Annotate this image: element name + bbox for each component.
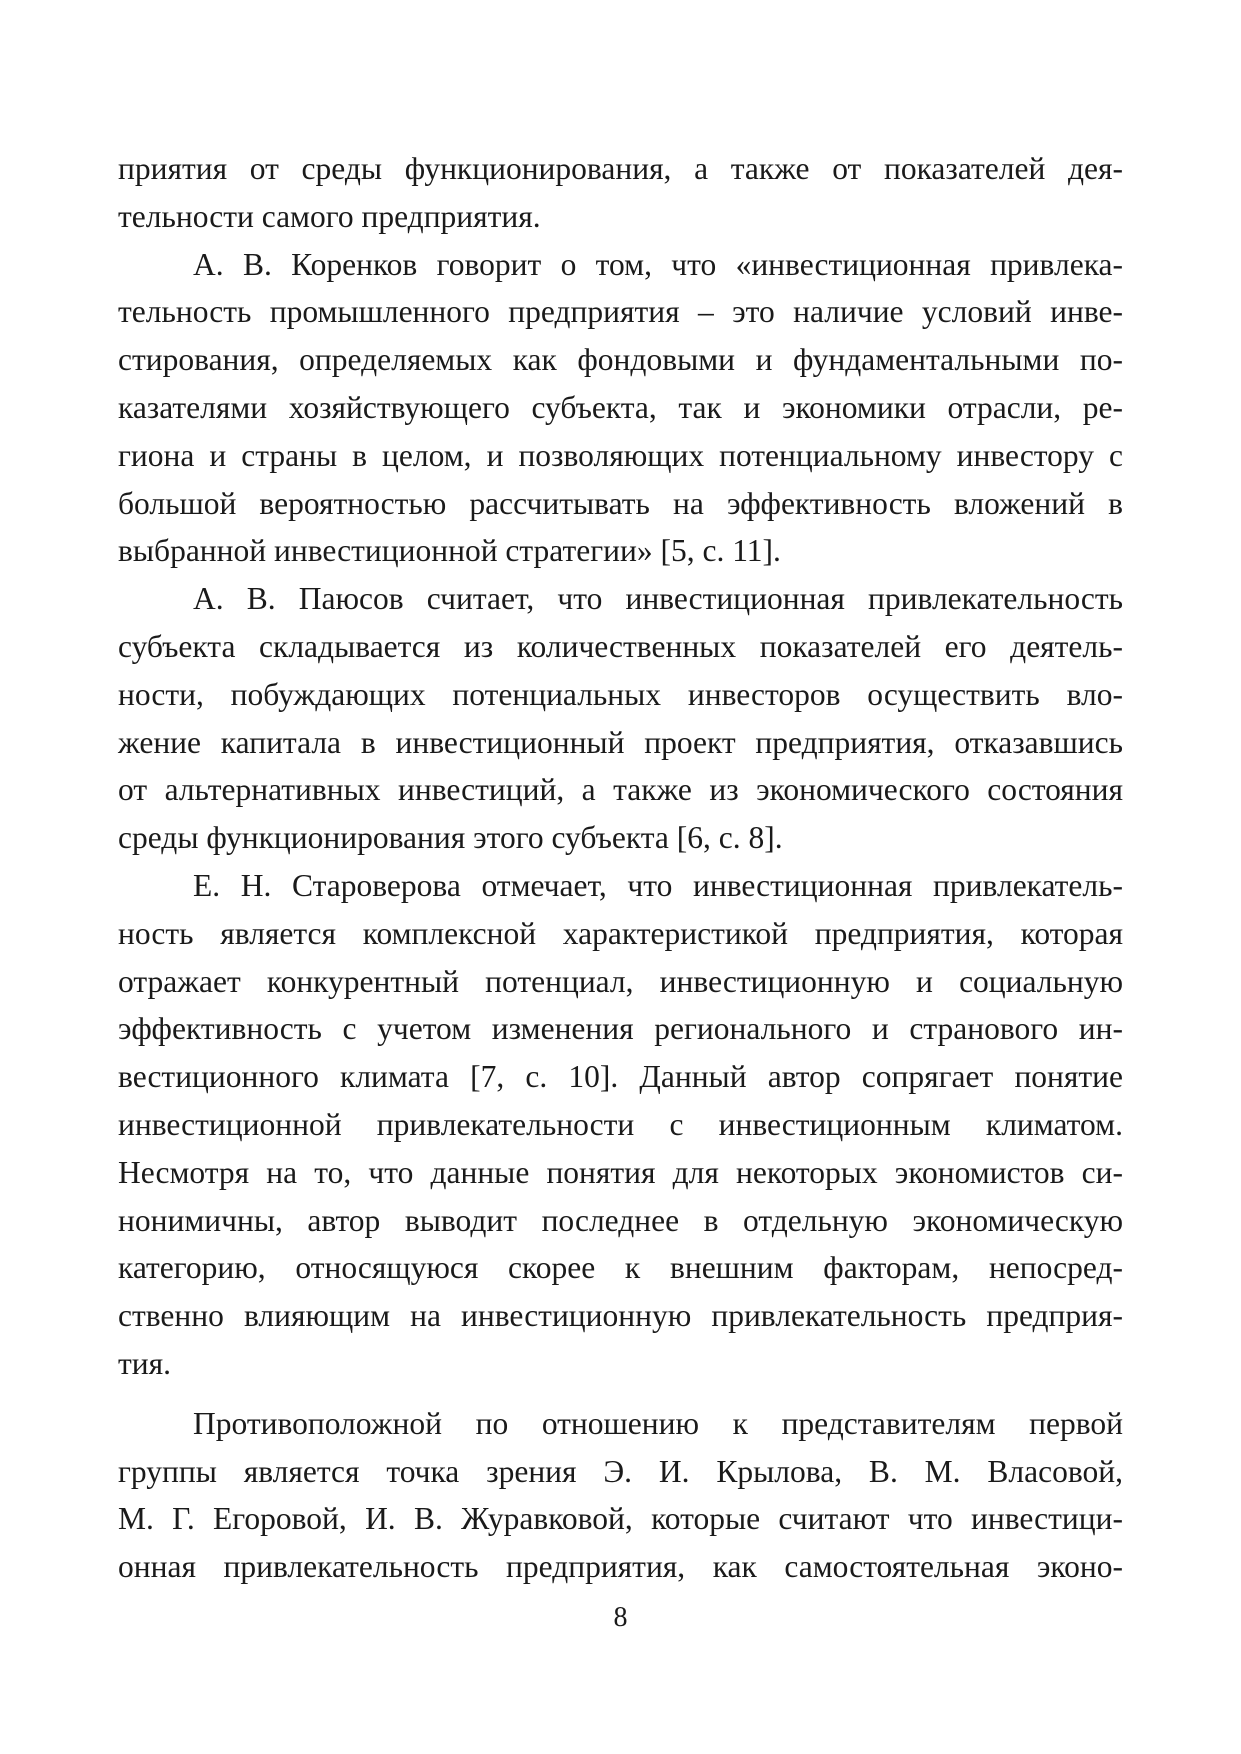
- text-line: вестиционного климата [7, с. 10]. Данный автор сопрягает понятие: [118, 1059, 1123, 1095]
- text-line: Противоположной по отношению к представителям первой: [193, 1405, 1123, 1441]
- paragraph: [118, 575, 1123, 862]
- text-line: тельности самого предприятия.: [118, 198, 541, 234]
- text-line: от альтернативных инвестиций, а также из экономического состояния: [118, 772, 1123, 808]
- text-line: тия.: [118, 1345, 171, 1381]
- text-line: выбранной инвестиционной стратегии» [5, с. 11].: [118, 533, 781, 569]
- text-line: Несмотря на то, что данные понятия для некоторых экономистов си-: [118, 1154, 1123, 1190]
- text-line: М. Г. Егоровой, И. В. Журавковой, которые считают что инвестици-: [118, 1501, 1123, 1537]
- text-line: гиона и страны в целом, и позволяющих потенциальному инвестору с: [118, 437, 1123, 473]
- text-line: жение капитала в инвестиционный проект предприятия, отказавшись: [118, 724, 1123, 760]
- page-number: 8: [613, 1602, 628, 1633]
- text-line: категорию, относящуюся скорее к внешним факторам, непосред-: [118, 1250, 1123, 1286]
- text-line: ственно влияющим на инвестиционную привлекательность предприя-: [118, 1298, 1123, 1334]
- text-line: отражает конкурентный потенциал, инвестиционную и социальную: [118, 963, 1123, 999]
- text-line: онная привлекательность предприятия, как самостоятельная эконо-: [118, 1549, 1123, 1585]
- paragraph: [118, 241, 1123, 576]
- body-text: [118, 145, 1123, 1591]
- text-line: приятия от среды функционирования, а также от показателей дея-: [118, 151, 1123, 186]
- text-line: А. В. Паюсов считает, что инвестиционная привлекательность: [193, 581, 1123, 617]
- text-line: казателями хозяйствующего субъекта, так и экономики отрасли, ре-: [118, 389, 1123, 425]
- paragraph: [118, 862, 1123, 1388]
- text-line: большой вероятностью рассчитывать на эффективность вложений в: [118, 485, 1123, 521]
- text-line: среды функционирования этого субъекта [6, с. 8].: [118, 820, 783, 856]
- text-line: нонимичны, автор выводит последнее в отдельную экономическую: [118, 1202, 1123, 1238]
- paragraph: [118, 145, 1123, 241]
- text-line: инвестиционной привлекательности с инвестиционным климатом.: [118, 1106, 1123, 1142]
- text-line: ность является комплексной характеристикой предприятия, которая: [118, 915, 1123, 951]
- text-line: субъекта складывается из количественных показателей его деятель-: [118, 628, 1123, 664]
- text-line: группы является точка зрения Э. И. Крылова, В. М. Власовой,: [118, 1453, 1123, 1489]
- paragraph: [118, 1400, 1123, 1591]
- text-line: тельность промышленного предприятия – это наличие условий инве-: [118, 294, 1123, 330]
- text-line: А. В. Коренков говорит о том, что «инвестиционная привлека-: [193, 246, 1123, 282]
- text-line: стирования, определяемых как фондовыми и фундаментальными по-: [118, 342, 1123, 378]
- text-line: ности, побуждающих потенциальных инвесторов осуществить вло-: [118, 676, 1123, 712]
- text-line: эффективность с учетом изменения регионального и странового ин-: [118, 1011, 1123, 1047]
- text-line: Е. Н. Староверова отмечает, что инвестиционная привлекатель-: [193, 867, 1123, 903]
